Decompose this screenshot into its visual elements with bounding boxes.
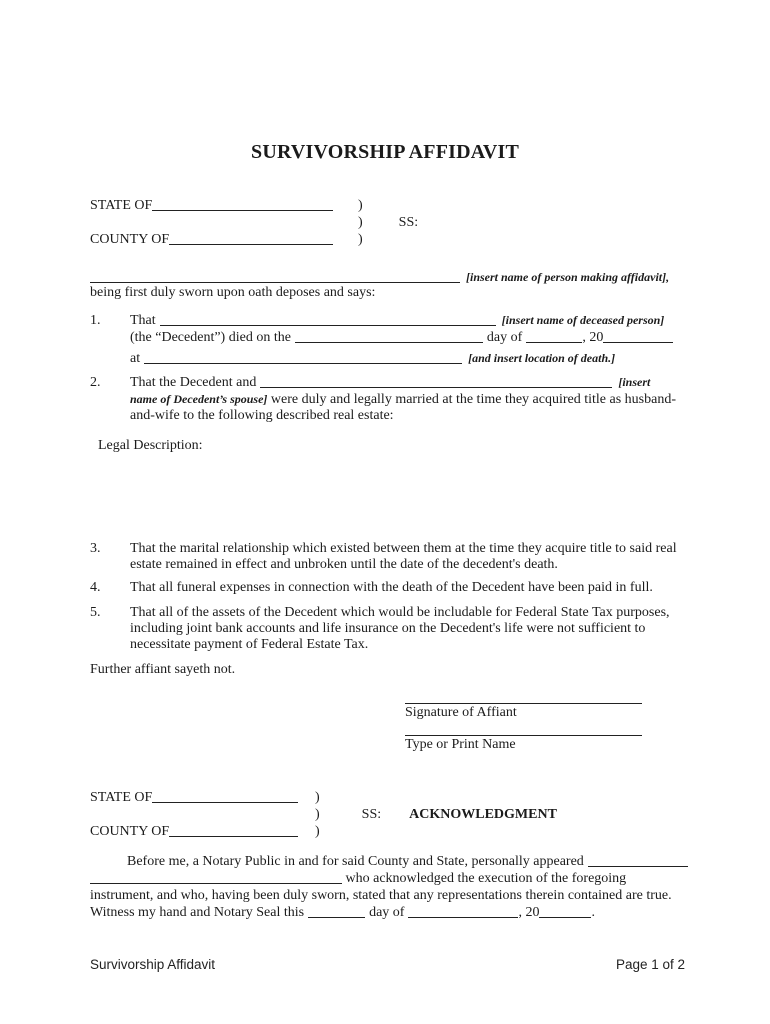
item-number: 4. bbox=[90, 580, 101, 595]
acknowledgment-heading: ACKNOWLEDGMENT bbox=[409, 807, 557, 822]
notary-line-3 bbox=[90, 887, 688, 904]
venue-ss-row bbox=[90, 214, 418, 231]
venue-county-row bbox=[90, 823, 557, 840]
item-2-line-2 bbox=[90, 391, 676, 408]
county-of-label: COUNTY OF bbox=[90, 232, 170, 247]
venue-state-row bbox=[90, 197, 418, 214]
venue-block-bottom bbox=[90, 789, 557, 840]
month-blank bbox=[526, 331, 582, 343]
paren: ) bbox=[315, 790, 320, 805]
paren: ) bbox=[315, 824, 320, 839]
further-affiant-line: Further affiant sayeth not. bbox=[90, 662, 236, 677]
legal-description-section bbox=[98, 438, 203, 454]
paren: ) bbox=[358, 215, 363, 230]
venue-county-row bbox=[90, 231, 418, 248]
year-blank bbox=[603, 331, 673, 343]
item-text: That the marital relationship which existed between them at the time they acquire title to said real bbox=[130, 541, 677, 556]
notary-line-1 bbox=[90, 853, 688, 870]
seal-month-blank bbox=[408, 906, 518, 918]
item-4 bbox=[90, 580, 653, 596]
deceased-name-blank bbox=[160, 314, 496, 326]
print-name-blank bbox=[405, 721, 642, 736]
item-text: (the “Decedent”) died on the bbox=[130, 330, 291, 345]
appearer-name-blank bbox=[588, 855, 688, 867]
ss-label: SS: bbox=[361, 807, 382, 822]
county-name-blank bbox=[169, 825, 298, 837]
item-number: 3. bbox=[90, 541, 101, 556]
affiant-name-blank bbox=[90, 271, 460, 283]
at-label: at bbox=[130, 351, 141, 366]
appearer-name-blank bbox=[90, 872, 342, 884]
state-name-blank bbox=[152, 791, 298, 803]
seal-year-blank bbox=[539, 906, 591, 918]
ss-label: SS: bbox=[398, 215, 419, 230]
footer-page-number: Page 1 of 2 bbox=[615, 957, 685, 972]
item-5-line-2 bbox=[90, 621, 670, 637]
county-name-blank bbox=[169, 233, 333, 245]
notary-line-2 bbox=[90, 870, 688, 887]
footer-document-name: Survivorship Affidavit bbox=[90, 957, 216, 972]
item-1-line-2 bbox=[90, 329, 673, 346]
item-5-line-1 bbox=[90, 605, 670, 621]
further-section bbox=[90, 662, 235, 678]
venue-state-row bbox=[90, 789, 557, 806]
item-3 bbox=[90, 541, 677, 573]
death-date-blank bbox=[295, 331, 483, 343]
page-footer bbox=[90, 957, 685, 972]
notary-line-4 bbox=[90, 904, 688, 921]
year-prefix: , 20 bbox=[518, 905, 540, 920]
item-text: and-wife to the following described real estate: bbox=[130, 408, 394, 423]
item-text: That all of the assets of the Decedent which would be includable for Federal State Tax purposes, bbox=[130, 605, 670, 620]
period: . bbox=[591, 905, 595, 920]
item-text: were duly and legally married at the time they acquired title as husband- bbox=[267, 392, 676, 407]
deceased-instruction-bracket: [insert name of deceased person] bbox=[501, 313, 665, 327]
location-instruction-bracket: [and insert location of death.] bbox=[468, 351, 616, 365]
item-5 bbox=[90, 605, 670, 653]
day-of-label: day of bbox=[369, 905, 405, 920]
sworn-line: being first duly sworn upon oath deposes and says: bbox=[90, 285, 376, 300]
item-4-line-1 bbox=[90, 580, 653, 596]
death-location-blank bbox=[144, 352, 462, 364]
paren: ) bbox=[315, 807, 320, 822]
venue-block-top bbox=[90, 197, 418, 248]
signature-label: Signature of Affiant bbox=[405, 705, 517, 720]
item-2-line-1 bbox=[90, 374, 676, 391]
signature-block bbox=[405, 692, 642, 753]
item-text: necessitate payment of Federal Estate Tax. bbox=[130, 637, 369, 652]
item-3-line-1 bbox=[90, 541, 677, 557]
state-name-blank bbox=[152, 199, 333, 211]
item-number: 1. bbox=[90, 313, 101, 328]
affiant-line bbox=[90, 269, 669, 285]
venue-ss-row bbox=[90, 806, 557, 823]
notary-text: instrument, and who, having been duly sworn, stated that any representations therein contained are true. bbox=[90, 888, 672, 903]
signature-blank bbox=[405, 692, 642, 704]
item-1-line-3 bbox=[90, 350, 673, 367]
state-of-label: STATE OF bbox=[90, 198, 153, 213]
item-2 bbox=[90, 374, 676, 424]
item-1 bbox=[90, 312, 673, 367]
item-number: 5. bbox=[90, 605, 101, 620]
notary-section bbox=[90, 853, 688, 921]
item-text: estate remained in effect and unbroken until the date of the decedent's death. bbox=[130, 557, 558, 572]
page-title: SURVIVORSHIP AFFIDAVIT bbox=[251, 141, 519, 163]
print-name-label: Type or Print Name bbox=[405, 737, 516, 752]
item-5-line-3 bbox=[90, 637, 670, 653]
item-text: That bbox=[130, 313, 156, 328]
item-text: That all funeral expenses in connection with the death of the Decedent have been paid in full. bbox=[130, 580, 653, 595]
state-of-label: STATE OF bbox=[90, 790, 153, 805]
spouse-name-blank bbox=[260, 376, 612, 388]
seal-day-blank bbox=[308, 906, 365, 918]
item-text: That the Decedent and bbox=[130, 375, 257, 390]
notary-text: who acknowledged the execution of the foregoing bbox=[342, 871, 627, 886]
spouse-instruction-bracket: [insert bbox=[618, 375, 651, 389]
item-text: including joint bank accounts and life insurance on the Decedent's life were not sufficient to bbox=[130, 621, 646, 636]
year-prefix: , 20 bbox=[582, 330, 604, 345]
item-1-line-1 bbox=[90, 312, 673, 329]
county-of-label: COUNTY OF bbox=[90, 824, 170, 839]
notary-text: Before me, a Notary Public in and for said County and State, personally appeared bbox=[127, 854, 584, 869]
item-number: 2. bbox=[90, 375, 101, 390]
paren: ) bbox=[358, 198, 363, 213]
day-of-label: day of bbox=[486, 330, 523, 345]
item-3-line-2 bbox=[90, 557, 677, 573]
notary-text: Witness my hand and Notary Seal this bbox=[90, 905, 305, 920]
spouse-instruction-bracket: name of Decedent’s spouse] bbox=[130, 392, 268, 406]
legal-description-label: Legal Description: bbox=[98, 438, 203, 453]
item-2-line-3 bbox=[90, 408, 676, 424]
intro-section bbox=[90, 269, 669, 301]
affiant-instruction-bracket: [insert name of person making affidavit], bbox=[466, 270, 670, 284]
paren: ) bbox=[358, 232, 363, 247]
